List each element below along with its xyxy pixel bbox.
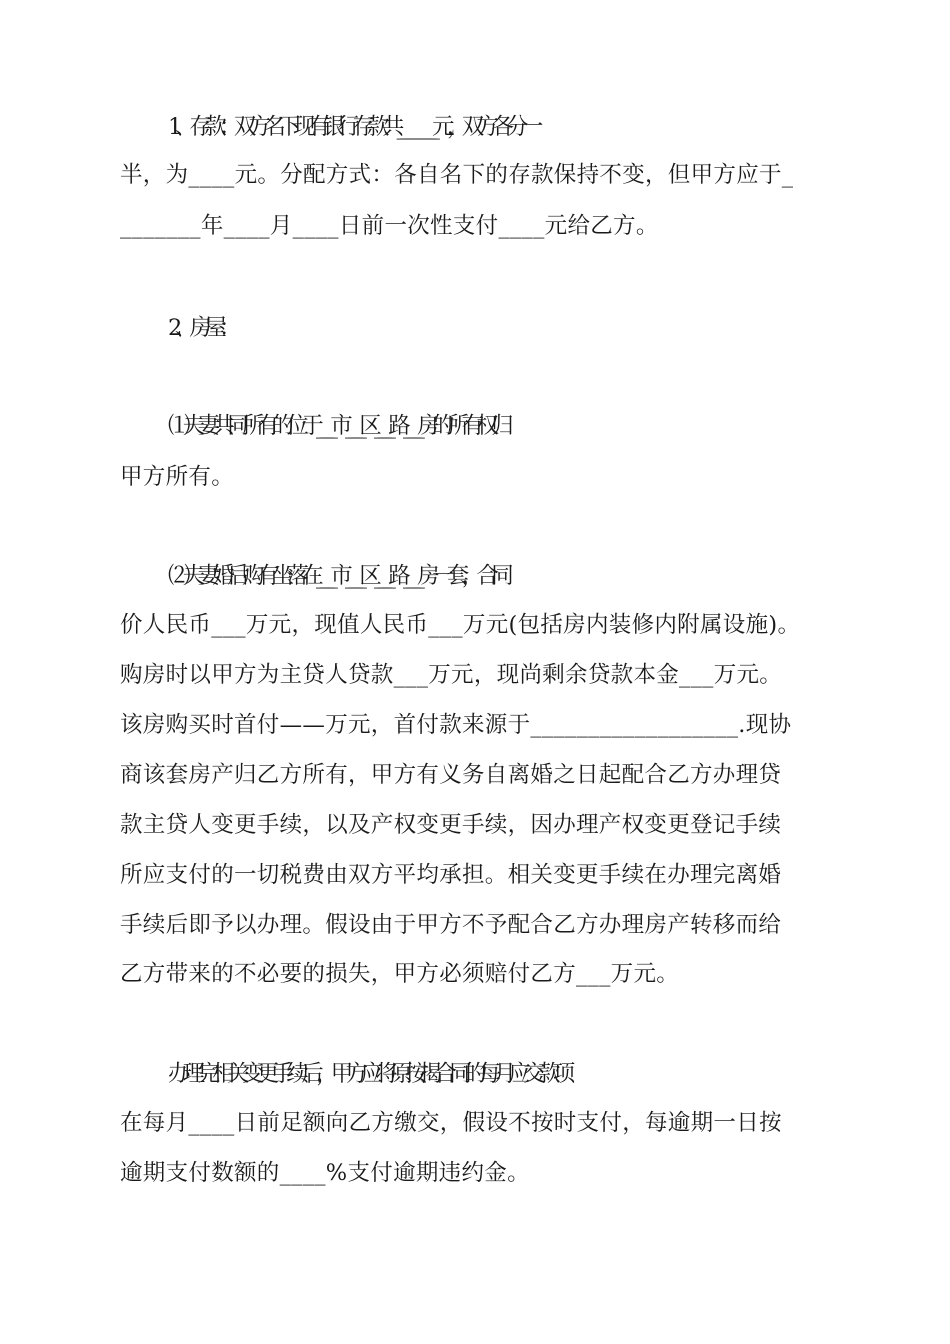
house-item-1-line-1: ⑴夫妻共同所有的位于____市____区____路____房的所有权归 [168, 413, 507, 439]
house-item-2-line-5: 商该套房产归乙方所有，甲方有义务自离婚之日起配合乙方办理贷 [120, 762, 782, 788]
house-item-2-line-7: 所应支付的一切税费由双方平均承担。相关变更手续在办理完离婚 [120, 862, 782, 888]
house-item-2-line-6: 款主贷人变更手续，以及产权变更手续，因办理产权变更登记手续 [120, 812, 782, 838]
house-heading: 2、房屋： [168, 315, 234, 341]
house-item-2-line-1: ⑵夫妻婚后购有坐落在____市____区____路____房一套，合同 [168, 563, 507, 589]
house-item-2-line-8: 手续后即予以办理。假设由于甲方不予配合乙方办理房产转移而给 [120, 912, 782, 938]
payment-line-1: 办理完相关变更手续后，甲方应将原按揭合同的每月应交款项 [168, 1061, 568, 1087]
payment-line-3: 逾期支付数额的____%支付逾期违约金。 [120, 1160, 530, 1186]
deposit-line-1: 1、存款：双方名下现有银行存款共__________元，双方各分一 [168, 114, 536, 140]
house-item-2-line-4: 该房购买时首付——万元，首付款来源于__________________.现协 [120, 712, 792, 738]
house-item-2-line-3: 购房时以甲方为主贷人贷款___万元，现尚剩余贷款本金___万元。 [120, 662, 783, 688]
deposit-line-3: _______年____月____日前一次性支付____元给乙方。 [120, 213, 659, 239]
house-item-2-line-9: 乙方带来的不必要的损失，甲方必须赔付乙方___万元。 [120, 961, 680, 987]
deposit-line-2: 半，为____元。分配方式：各自名下的存款保持不变，但甲方应于_ [120, 162, 794, 188]
house-item-2-line-2: 价人民币___万元，现值人民币___万元(包括房内装修内附属设施)。 [120, 612, 801, 638]
house-item-1-line-2: 甲方所有。 [120, 464, 235, 490]
payment-line-2: 在每月____日前足额向乙方缴交，假设不按时支付，每逾期一日按 [120, 1110, 782, 1136]
